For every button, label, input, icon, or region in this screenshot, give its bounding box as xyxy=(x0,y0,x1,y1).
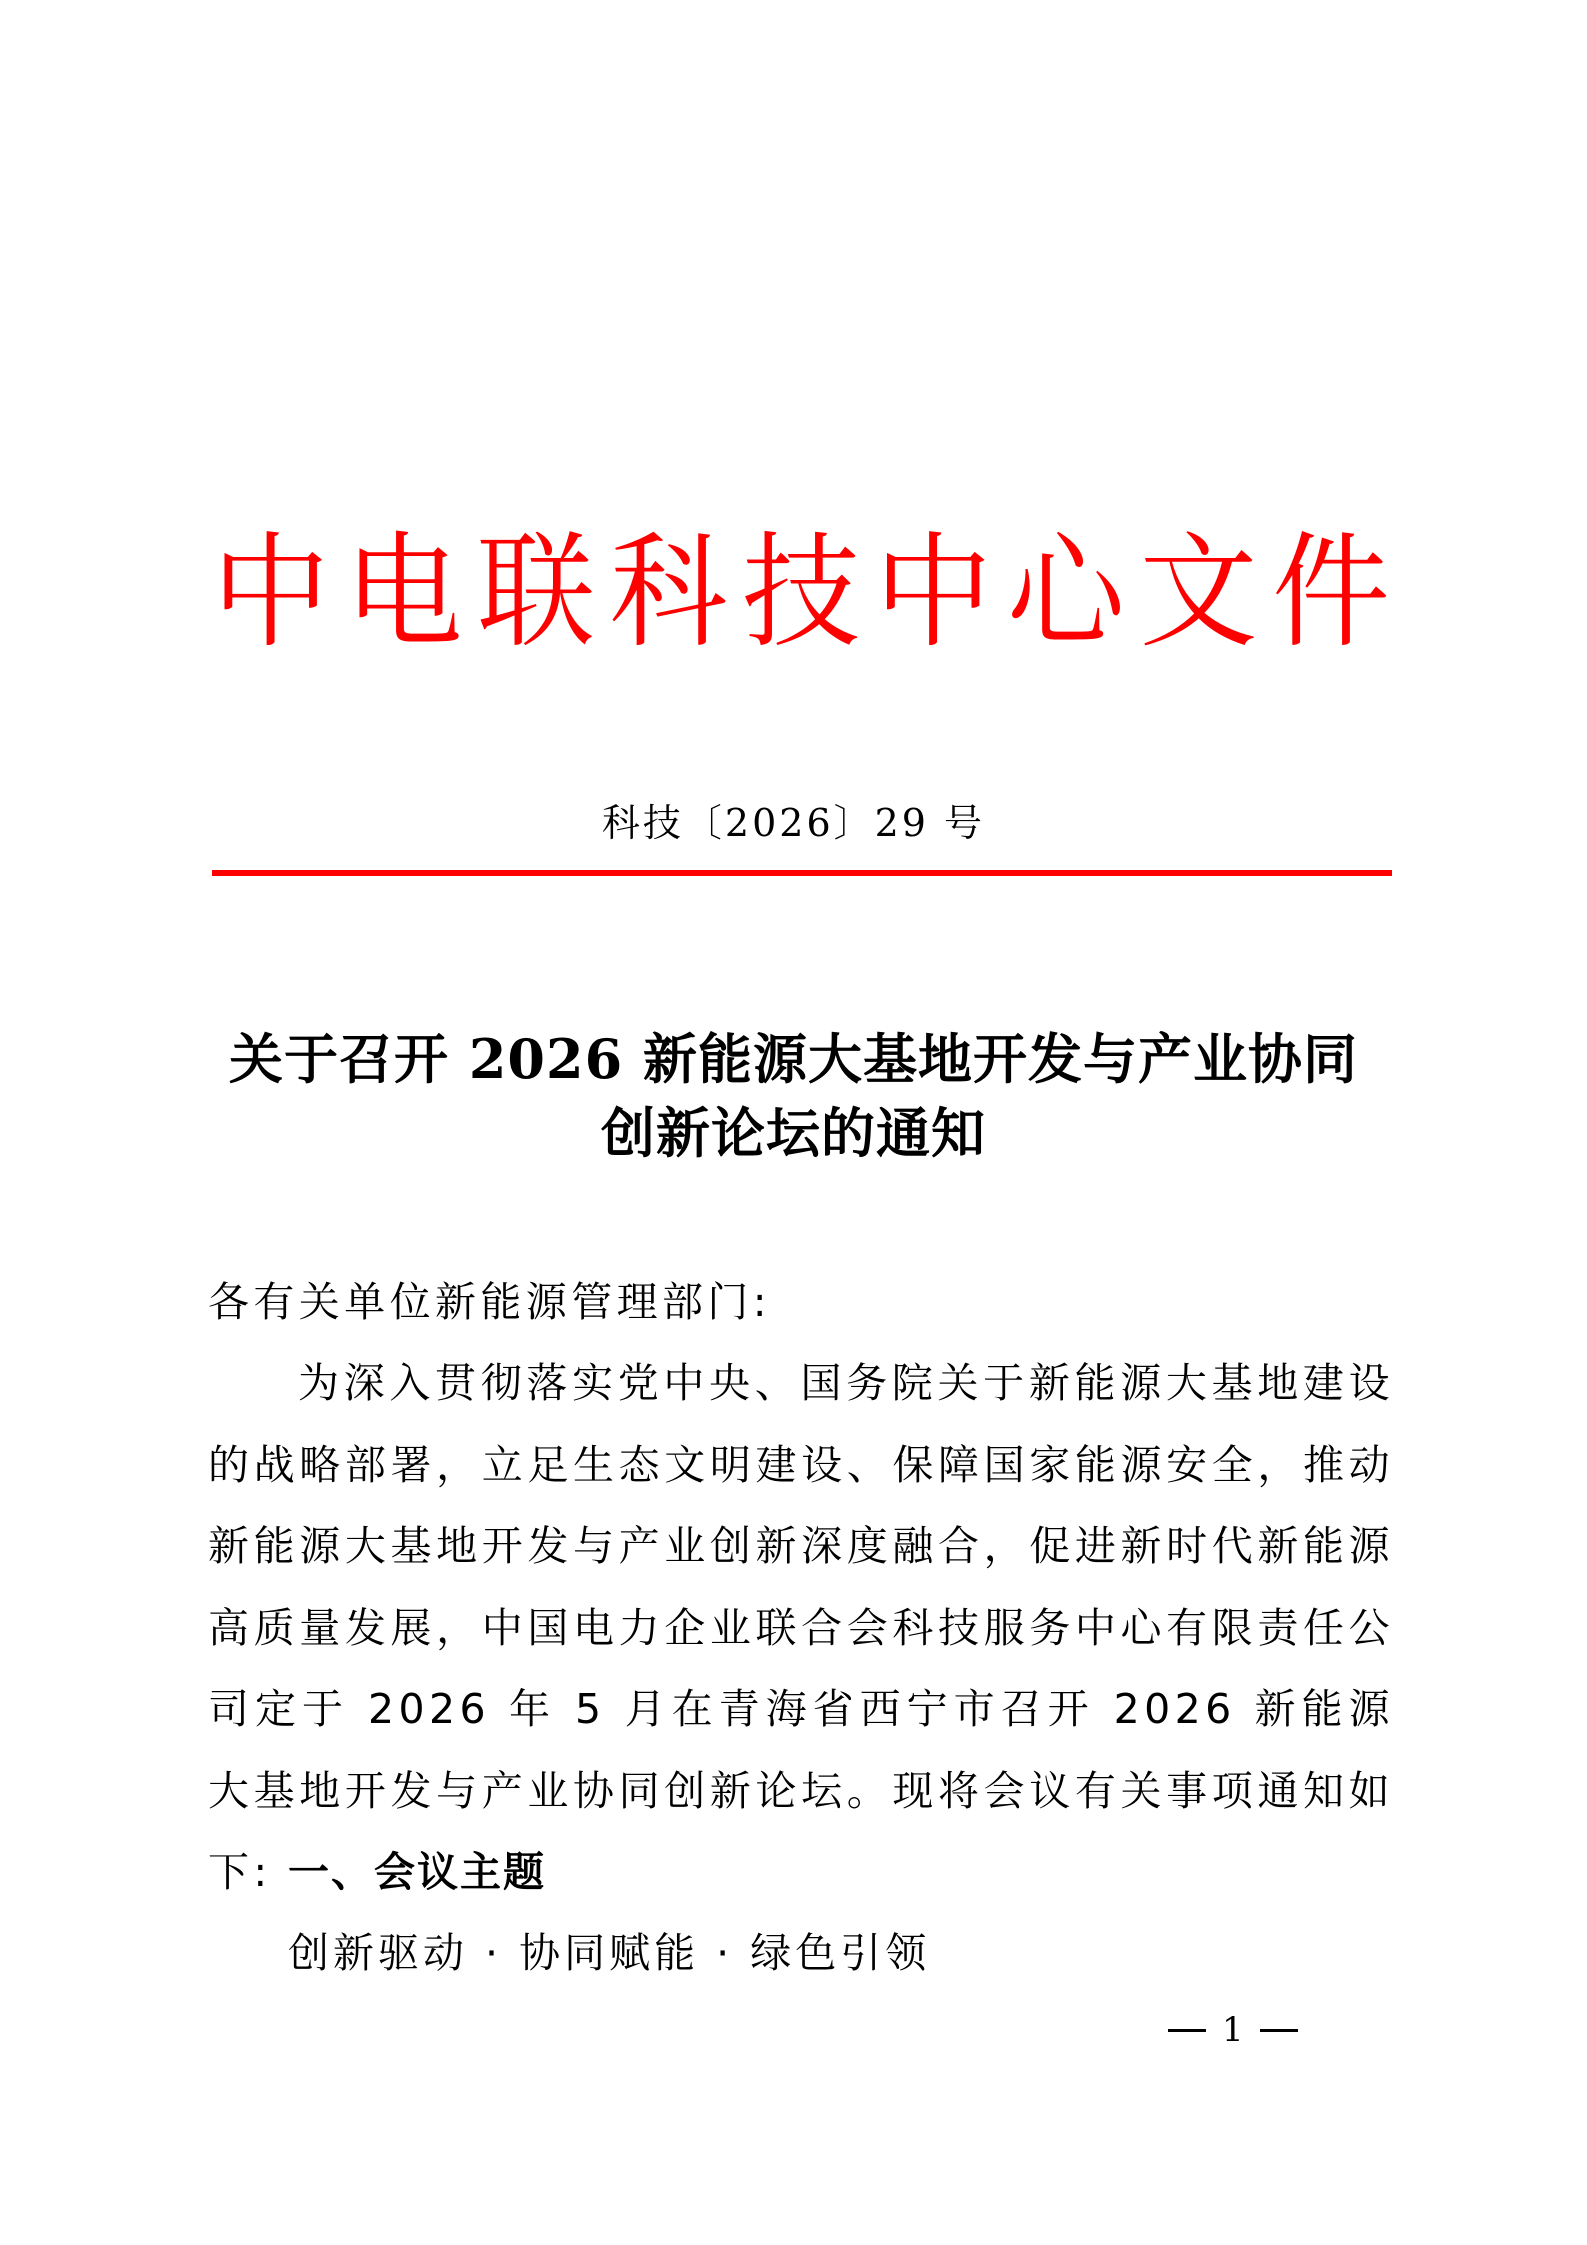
red-divider-rule xyxy=(212,870,1392,876)
notice-title-line-1: 关于召开 2026 新能源大基地开发与产业协同 xyxy=(229,1027,1358,1091)
masthead-char: 电 xyxy=(344,519,463,665)
document-number: 科技〔2026〕29 号 xyxy=(601,801,986,845)
notice-title xyxy=(0,1022,1587,1170)
page-number-dash-left xyxy=(1168,2029,1206,2032)
notice-title-line-2: 创新论坛的通知 xyxy=(601,1101,986,1165)
page-number-dash-right xyxy=(1260,2029,1298,2032)
masthead-char: 心 xyxy=(1006,519,1125,665)
masthead-char: 科 xyxy=(609,519,728,665)
masthead-char: 联 xyxy=(476,519,595,665)
section-content: 创新驱动 · 协同赋能 · 绿色引领 xyxy=(288,1929,931,1977)
masthead-char: 中 xyxy=(211,519,330,665)
body-paragraph: 为深入贯彻落实党中央、国务院关于新能源大基地建设的战略部署，立足生态文明建设、保障国家能源安全，推动新能源大基地开发与产业创新深度融合，促进新时代新能源高质量发展，中国电力企业联合会科技服务中心有限责任公司定于 2026 年 5 月在青海省西宁市召开 2026 新能源大基地开发与产业协同创新论坛。现将会议有关事项通知如下: xyxy=(208,1359,1394,1896)
salutation: 各有关单位新能源管理部门: xyxy=(208,1278,772,1326)
page-number xyxy=(1168,2010,1298,2050)
masthead-char: 中 xyxy=(874,519,993,665)
masthead-char: 件 xyxy=(1271,519,1390,665)
section-heading: 一、会议主题 xyxy=(288,1848,546,1896)
masthead-char: 文 xyxy=(1139,519,1258,665)
page-number-value: 1 xyxy=(1222,2010,1244,2050)
masthead-char: 技 xyxy=(741,519,860,665)
masthead-title xyxy=(206,519,1396,665)
